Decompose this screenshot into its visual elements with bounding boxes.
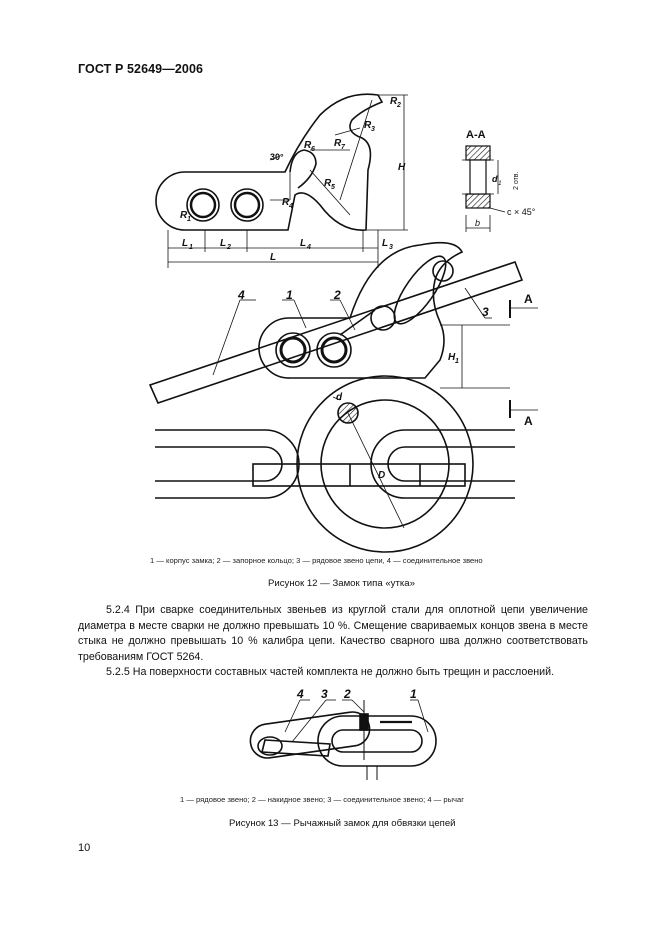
figure-13-caption: Рисунок 13 — Рычажный замок для обвязки цепей bbox=[229, 818, 456, 829]
section-label: А-А bbox=[466, 129, 486, 141]
dim-holes: 2 отв. bbox=[513, 171, 520, 190]
dim-r7: R bbox=[334, 138, 342, 149]
dim-r1-sub: 1 bbox=[187, 216, 191, 223]
dim-d1: d bbox=[492, 174, 498, 184]
dim-l2-sub: 2 bbox=[227, 244, 231, 251]
dim-angle: 30° bbox=[270, 152, 284, 162]
document-header: ГОСТ Р 52649—2006 bbox=[78, 62, 204, 76]
dim-l4: L bbox=[300, 238, 307, 249]
dim-r3: R bbox=[364, 120, 372, 131]
dim-r3-sub: 3 bbox=[371, 126, 375, 133]
dim-l: L bbox=[270, 252, 277, 263]
figure-13-drawing bbox=[0, 680, 661, 790]
fig13-part-label-2: 2 bbox=[344, 687, 351, 701]
fig13-part-label-4: 4 bbox=[297, 687, 304, 701]
dim-d1-sub: 1 bbox=[498, 180, 502, 187]
dim-r2: R bbox=[390, 96, 398, 107]
part-label-2: 2 bbox=[334, 288, 341, 302]
part-label-4: 4 bbox=[238, 288, 245, 302]
part-label-1: 1 bbox=[286, 288, 293, 302]
dim-D: D bbox=[378, 470, 386, 481]
dim-b: b bbox=[475, 218, 481, 228]
dim-l1-sub: 1 bbox=[189, 244, 193, 251]
dim-r2-sub: 2 bbox=[397, 102, 401, 109]
connecting-link-3 bbox=[262, 740, 330, 756]
dim-l3-sub: 3 bbox=[389, 244, 393, 251]
paragraph-5-2-5: 5.2.5 На поверхности составных частей комплекта не должно быть трещин и расслоений. bbox=[106, 666, 555, 678]
dim-l1: L bbox=[182, 238, 189, 249]
dim-chamfer: c × 45° bbox=[507, 207, 536, 217]
dim-r5: R bbox=[324, 178, 332, 189]
dim-h1: H bbox=[448, 352, 456, 363]
dim-r6-sub: 6 bbox=[311, 146, 315, 153]
dim-r4-sub: 4 bbox=[289, 203, 293, 210]
dim-d: d bbox=[336, 392, 343, 403]
figure-12-caption: Рисунок 12 — Замок типа «утка» bbox=[268, 578, 415, 589]
dim-h: H bbox=[398, 162, 406, 173]
lock-body-outline bbox=[156, 94, 382, 230]
dim-h1-sub: 1 bbox=[455, 358, 459, 365]
dim-l3: L bbox=[382, 238, 389, 249]
dim-r1: R bbox=[180, 210, 188, 221]
dim-r5-sub: 5 bbox=[331, 184, 335, 191]
fig13-part-label-3: 3 bbox=[321, 687, 328, 701]
dim-r7-sub: 7 bbox=[341, 144, 345, 151]
dim-l4-sub: 4 bbox=[307, 244, 311, 251]
page-number: 10 bbox=[78, 842, 91, 854]
cut-letter-bottom: А bbox=[524, 414, 533, 428]
dim-l2: L bbox=[220, 238, 227, 249]
paragraph-5-2-4: 5.2.4 При сварке соединительных звеньев из круглой стали для оплотной цепи увеличение диаметра в месте сварки не должно превышать 10 %. Смещение свариваемых концов звена в месте стыка не должно превышать 10 % калибра цепи. Качество сварного шва должно соответствовать требованиям ГОСТ 5264. bbox=[78, 604, 588, 663]
figure-12-legend: 1 — корпус замка; 2 — запорное кольцо; 3 — рядовое звено цепи, 4 — соединительное звено bbox=[150, 556, 483, 565]
part-label-3: 3 bbox=[482, 305, 489, 319]
fig13-part-label-1: 1 bbox=[410, 687, 417, 701]
figure-13-legend: 1 — рядовое звено; 2 — накидное звено; 3 — соединительное звено; 4 — рычаг bbox=[180, 795, 464, 804]
chain-link-1 bbox=[318, 716, 436, 766]
dim-r4: R bbox=[282, 197, 290, 208]
cut-letter-top: А bbox=[524, 292, 533, 306]
dim-r6: R bbox=[304, 140, 312, 151]
